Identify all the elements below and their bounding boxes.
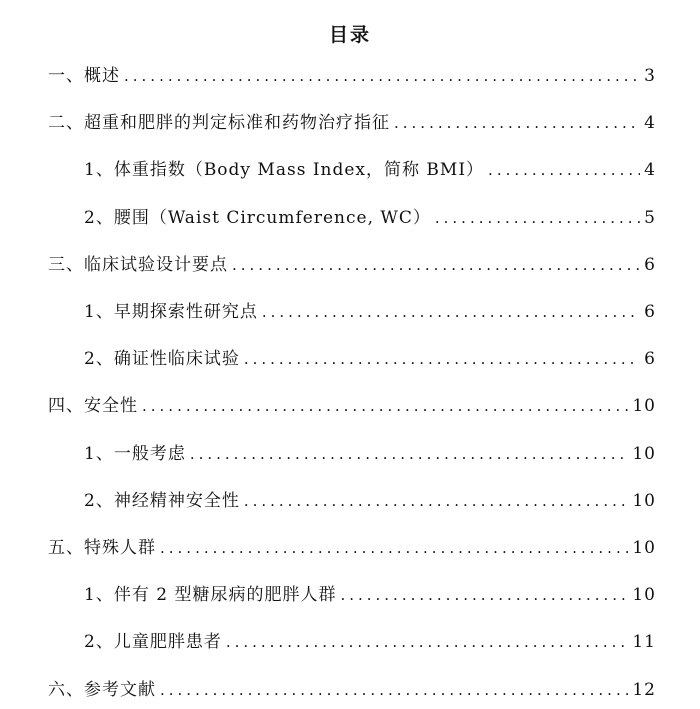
toc-entry-page: 10 [632,396,656,417]
toc-entry-page: 6 [644,349,656,370]
dot-leader [160,680,628,700]
dot-leader [190,444,629,464]
toc-entry-label: 六、参考文献 [48,679,156,700]
toc-entry[interactable] [84,579,656,605]
toc-entry[interactable] [84,154,656,180]
toc-entry[interactable] [84,485,656,511]
toc-entry-label: 1、早期探索性研究点 [84,302,258,322]
dot-leader [226,632,629,652]
dot-leader [160,538,628,558]
toc-entry[interactable] [84,343,656,369]
dot-leader [488,160,640,180]
toc-entry[interactable] [84,202,656,228]
toc-entry-label: 2、神经精神安全性 [84,490,240,511]
toc-entry[interactable] [48,249,656,275]
toc-entry-page: 10 [632,585,656,606]
toc-entry[interactable] [84,438,656,464]
toc-entry-label: 2、确证性临床试验 [84,349,240,370]
toc-entry-page: 10 [632,538,656,558]
toc-entry-label: 四、安全性 [48,396,138,417]
toc-entry-label: 2、儿童肥胖患者 [84,632,222,653]
dot-leader [142,396,628,416]
dot-leader [394,113,640,133]
toc-entry[interactable] [48,674,656,700]
toc-entry-label: 2、腰围（Waist Circumference, WC） [84,207,431,228]
toc-entry-page: 4 [644,113,656,134]
toc-entry[interactable] [48,107,656,133]
toc-entry-page: 3 [644,66,656,86]
dot-leader [244,349,640,369]
toc-entry-page: 11 [632,632,656,653]
toc-entry-label: 二、超重和肥胖的判定标准和药物治疗指征 [48,113,390,134]
toc-entry-page: 10 [632,490,656,511]
dot-leader [244,491,629,511]
toc-entry-page: 4 [644,160,656,181]
toc-entry-label: 1、体重指数（Body Mass Index，简称 BMI） [84,160,485,181]
toc-entry-page: 5 [644,207,656,228]
toc-entry-label: 一、概述 [48,66,120,86]
toc-entry-label: 1、伴有 2 型糖尿病的肥胖人群 [84,585,337,606]
toc-entry[interactable] [84,626,656,652]
dot-leader [232,255,640,275]
dot-leader [124,66,640,86]
toc-title: 目录 [328,24,371,46]
toc-entry[interactable] [48,390,656,416]
dot-leader [262,302,640,322]
toc-entry-page: 12 [632,679,656,700]
toc-entry[interactable] [48,60,656,86]
toc-entry-label: 三、临床试验设计要点 [48,254,228,275]
toc-entry-page: 10 [632,443,656,464]
dot-leader [340,585,628,605]
toc-entry-label: 1、一般考虑 [84,443,186,464]
toc-entry[interactable] [48,532,656,558]
dot-leader [435,208,640,228]
toc-entry-page: 6 [644,302,656,322]
toc-entry[interactable] [84,296,656,322]
toc-entry-page: 6 [644,254,656,275]
toc-entry-label: 五、特殊人群 [48,538,156,558]
